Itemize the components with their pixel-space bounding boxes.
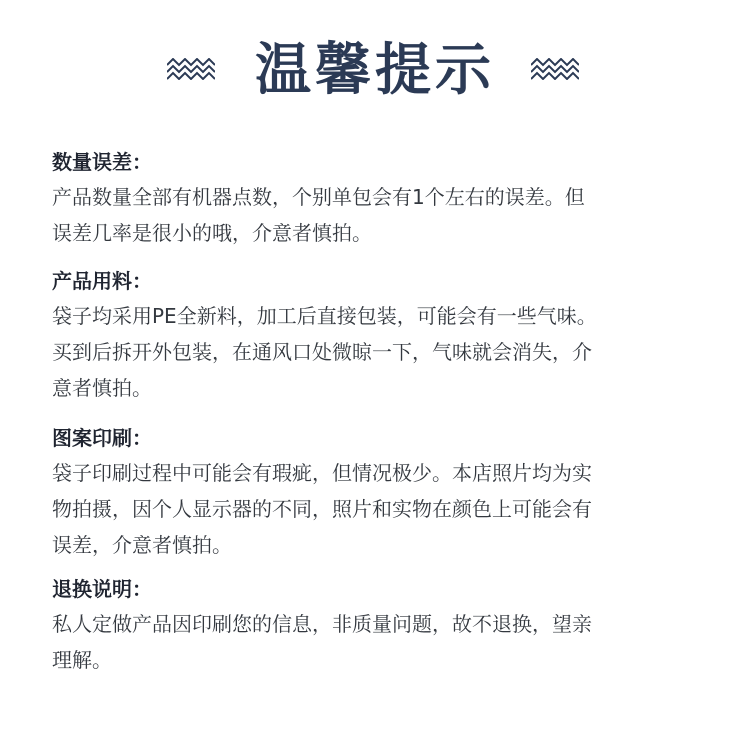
section-line: 理解。 [52,648,112,672]
section-line: 意者慎拍。 [52,376,152,400]
section-line: 袋子均采用PE全新料，加工后直接包装，可能会有一些气味。 [52,304,597,328]
notice-header [0,30,750,110]
page-title: 温馨提示 [255,37,495,103]
section-materials [52,268,702,406]
section-title: 数量误差： [52,150,152,174]
section-quantity-error [52,149,702,251]
section-returns [52,576,702,678]
section-line: 买到后拆开外包装，在通风口处微晾一下，气味就会消失，介 [52,340,592,364]
section-body [52,298,702,406]
section-body [52,179,702,251]
section-title: 产品用料： [52,269,152,293]
section-body [52,455,702,563]
section-title: 图案印刷： [52,426,152,450]
wave-ornament-right-icon [531,58,579,80]
section-line: 误差，介意者慎拍。 [52,533,232,557]
section-line: 误差几率是很小的哦，介意者慎拍。 [52,221,372,245]
section-body [52,606,702,678]
section-title: 退换说明： [52,577,152,601]
section-line: 袋子印刷过程中可能会有瑕疵，但情况极少。本店照片均为实 [52,461,592,485]
section-line: 私人定做产品因印刷您的信息，非质量问题，故不退换，望亲 [52,612,592,636]
section-printing [52,425,702,563]
section-line: 物拍摄，因个人显示器的不同，照片和实物在颜色上可能会有 [52,497,592,521]
section-line: 产品数量全部有机器点数，个别单包会有1个左右的误差。但 [52,185,585,209]
